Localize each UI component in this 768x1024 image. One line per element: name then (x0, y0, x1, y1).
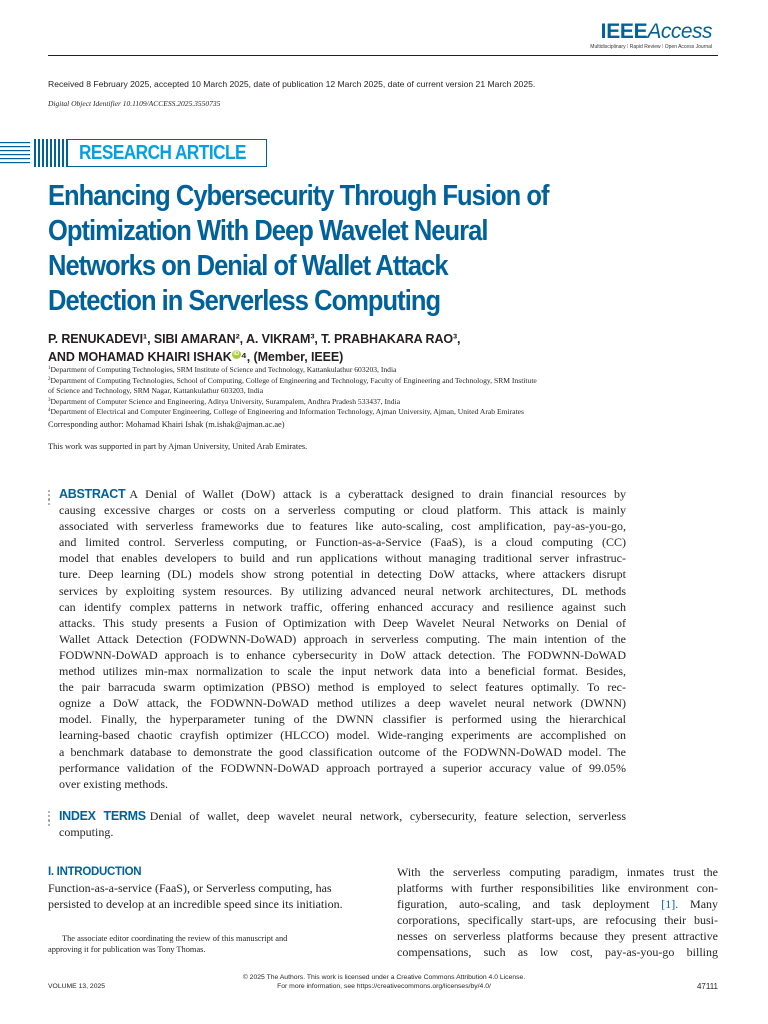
affiliations (48, 364, 648, 417)
abstract-line: FODWNN-DoWAD approach is to enhance cybersecurity in DoW attack detection. The FODWNN-DoWAD (59, 647, 626, 662)
ieee-access-logo (601, 20, 712, 44)
abstract-line: associated with serverless frameworks due to features like auto-scaling, cost amplification, pay-as-you-go, (59, 519, 626, 534)
funding-note: This work was supported in part by Ajman University, United Arab Emirates. (48, 442, 308, 451)
abstract-line: performance validation of the FODWNN-DoWAD approach portrayed a superior accuracy value of 99.05% (59, 760, 626, 775)
index-terms (59, 808, 626, 840)
abstract-line: Wallet Attack Detection (FODWNN-DoWAD) approach in serverless computing. The main intention of the (59, 631, 626, 646)
author-line-1: P. RENUKADEVI¹, SIBI AMARAN², A. VIKRAM³, T. PRABHAKARA RAO³, (48, 332, 461, 346)
index-terms-line: computing. (59, 825, 114, 840)
abstract-line: the pair barracuda swarm optimization (PBSO) method is employed to select features optimally. To rec- (59, 680, 626, 695)
doi-line: Digital Object Identifier 10.1109/ACCESS.2025.3550735 (48, 99, 221, 108)
logo-access: Access (647, 20, 712, 43)
affiliation-item: of Science and Technology, SRM Nagar, Kattankulathur 603203, India (48, 386, 264, 396)
body-line: compensations, such as low cost, pay-as-you-go billing (397, 945, 718, 959)
abstract-line: model. Finally, the hyperparameter tuning of the DWNN classifier is performed using the hierarchical (59, 712, 626, 727)
body-line: figuration, auto-scaling, and task deployment [1]. Many (397, 897, 719, 911)
title-line: Networks on Denial of Wallet Attack (48, 250, 448, 282)
body-line: nesses on serverless platforms because they present attractive (397, 929, 718, 943)
author-name: AND MOHAMAD KHAIRI ISHAK (48, 350, 232, 364)
license-line[interactable]: For more information, see https://creativecommons.org/licenses/by/4.0/ (277, 983, 491, 990)
left-column-text (48, 880, 370, 912)
abstract-line: method utilizes min-max normalization to scale the input network data into a beneficial format. Besides, (59, 664, 626, 679)
affiliation-item: $^2$Department of Computing Technologies, School of Computing, College of Engineering and Technology, Faculty of Engineering and Technology, SRM Institute (48, 375, 537, 385)
citation-link[interactable]: [1]. (661, 897, 679, 911)
abstract-line: ABSTRACT A Denial of Wallet (DoW) attack is a cyberattack designed to drain financial resources by (59, 487, 626, 501)
affiliation-item: $^4$Department of Electrical and Computer Engineering, College of Engineering and Information Technology, Ajman University, Ajman, United Arab Emirates (48, 407, 524, 417)
footnote-line: approving it for publication was Tony Thomas. (48, 945, 206, 954)
author-list (48, 330, 460, 366)
body-line: With the serverless computing paradigm, inmates trust the (397, 865, 718, 879)
abstract-line: can identify complex patterns in network traffic, offering enhanced accuracy and resilience against such (59, 599, 626, 614)
logo-ieee: IEEE (600, 20, 648, 43)
abstract-line: ture. Deep learning (DL) models show strong potential in detecting DoW attacks, where attackers disrupt (59, 567, 626, 582)
paper-title (48, 179, 594, 319)
abstract-line: ognize a DoW attack, the FODWNN-DoWAD method utilizes a deep wavelet neural network (DWNN) (59, 696, 626, 711)
abstract-line: over existing methods. (59, 776, 168, 791)
editor-footnote (48, 933, 370, 955)
body-line: platforms with further responsibilities like environment con- (397, 881, 718, 895)
abstract (59, 486, 626, 792)
title-line: Enhancing Cybersecurity Through Fusion of (48, 180, 549, 212)
orcid-icon[interactable]: iD (233, 351, 240, 357)
volume-label: VOLUME 13, 2025 (48, 983, 106, 990)
abstract-line: model that enables developers to build and run applications without managing traditional server infrastruc- (59, 551, 626, 566)
title-line: Detection in Serverless Computing (48, 285, 441, 317)
section-dots-icon (48, 490, 52, 507)
abstract-line: a benchmark database to demonstrate the good classification outcome of the FODWNN-DoWAD model. The (59, 744, 626, 759)
section-dots-icon (48, 811, 52, 828)
abstract-label: ABSTRACT (59, 487, 126, 501)
right-column-text (397, 864, 718, 960)
received-dates: Received 8 February 2025, accepted 10 March 2025, date of publication 12 March 2025, date of current version 21 March 2025. (48, 79, 536, 89)
affiliation-item: $^1$Department of Computing Technologies, SRM Institute of Science and Technology, Kattankulathur 603203, India (48, 365, 397, 374)
abstract-line: services by exploiting system resources. By utilizing advanced neural network architectures, DL methods (59, 583, 626, 598)
abstract-line: and limited control. Serverless computing, or Function-as-a-Service (FaaS), is a cloud computing (CC) (59, 535, 626, 550)
index-terms-label: INDEX TERMS (59, 809, 146, 823)
license-notice (0, 973, 768, 991)
corresponding-author: Corresponding author: Mohamad Khairi Ishak (m.ishak@ajman.ac.ae) (48, 420, 285, 429)
banner-stripes-graphic (0, 137, 72, 169)
title-line: Optimization With Deep Wavelet Neural (48, 215, 488, 247)
abstract-line: learning-based chaotic crayfish optimizer (HLCCO) model. Wide-ranging experiments are accomplished on (59, 728, 626, 743)
index-terms-line: INDEX TERMS Denial of wallet, deep wavelet neural network, cybersecurity, feature selection, serverless (59, 809, 626, 823)
footnote-line: The associate editor coordinating the review of this manuscript and (62, 934, 288, 943)
section-heading: I. INTRODUCTION (48, 866, 142, 878)
page-number: 47111 (696, 982, 718, 991)
abstract-line: attacks. This study presents a Fusion of Optimization with Deep Wavelet Neural Networks on Denial of (59, 615, 626, 630)
affiliation-item: $^3$Department of Computer Science and Engineering, Aditya University, Surampalem, Andhra Pradesh 533437, India (48, 396, 401, 406)
license-line: © 2025 The Authors. This work is licensed under a Creative Commons Attribution 4.0 License. (242, 974, 526, 981)
body-line: persisted to develop at an incredible speed since its initiation. (48, 897, 343, 911)
journal-tagline: Multidisciplinary ⁞ Rapid Review ⁞ Open Access Journal (590, 44, 712, 50)
body-line: corporations, specifically start-ups, are refocusing their busi- (397, 913, 718, 927)
abstract-line: causing excessive charges or costs on a serverless computing or cloud platform. This attack is mainly (59, 503, 626, 518)
author-suffix: ⁴, (Member, IEEE) (240, 350, 344, 364)
article-type-label: RESEARCH ARTICLE (79, 142, 246, 164)
header-rule (48, 55, 718, 56)
body-line: Function-as-a-service (FaaS), or Serverless computing, has (48, 881, 332, 895)
